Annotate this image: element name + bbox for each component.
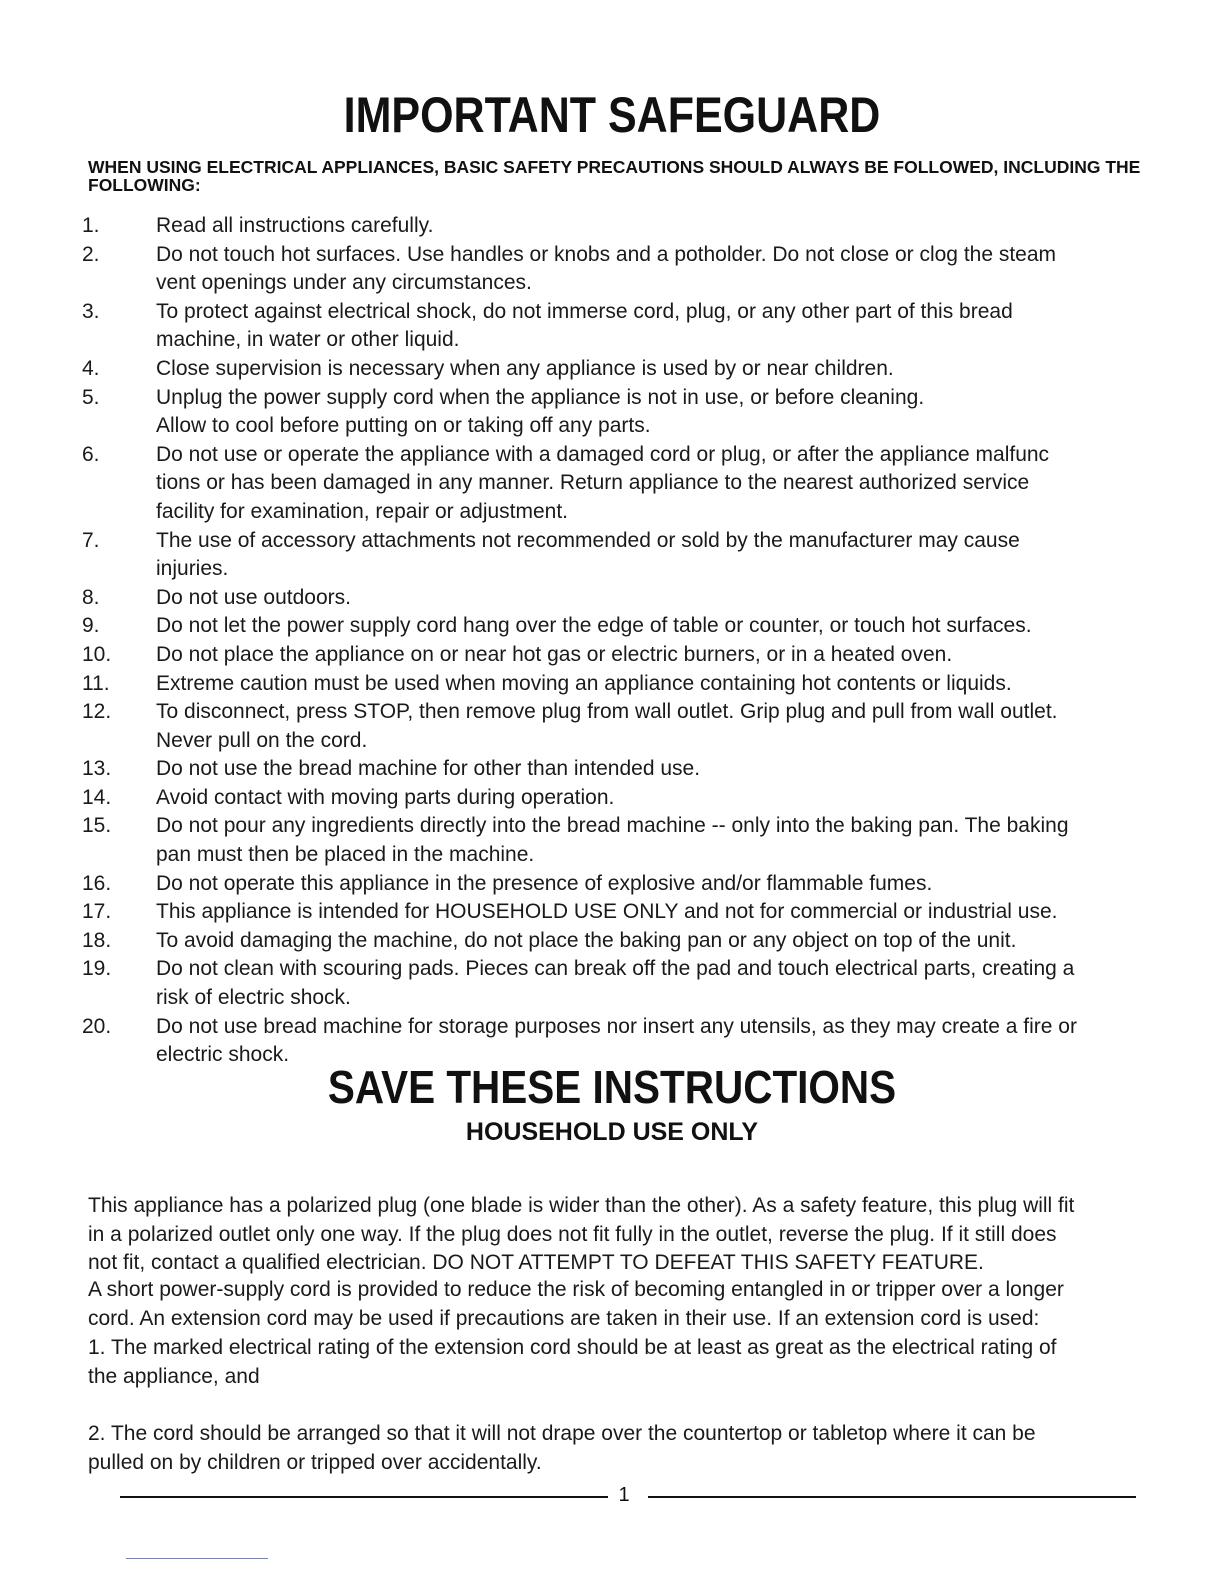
item-text: Read all instructions carefully. xyxy=(156,214,434,237)
power-cord-paragraph: A short power-supply cord is provided to reduce the risk of becoming entangled in or tripper over a longer cord. An extension cord may be used if precautions are taken in their use. If an extension cord is used: xyxy=(88,1278,1064,1330)
polarized-plug-paragraph: This appliance has a polarized plug (one blade is wider than the other). As a safety feature, this plug will fit in a polarized outlet only one way. If the plug does not fit fully in the outlet, reverse the plug. If it still does not fit, contact a qualified electrician. DO NOT ATTEMPT TO DEFEAT THIS SAFETY FEATURE. xyxy=(88,1194,1075,1275)
list-item xyxy=(0,927,1224,956)
list-item xyxy=(0,441,1224,527)
list-item xyxy=(0,584,1224,613)
item-number: 8. xyxy=(82,585,100,609)
list-item xyxy=(0,898,1224,927)
intro-heading: WHEN USING ELECTRICAL APPLIANCES, BASIC SAFETY PRECAUTIONS SHOULD ALWAYS BE FOLLOWED, INCLUDING THE FOLLOWING: xyxy=(88,157,1141,195)
page-title: IMPORTANT SAFEGUARD xyxy=(343,87,881,143)
list-item xyxy=(0,955,1224,1012)
item-number: 14. xyxy=(82,785,112,809)
item-number: 1. xyxy=(82,214,100,237)
item-text: Close supervision is necessary when any appliance is used by or near children. xyxy=(156,356,894,380)
item-number: 15. xyxy=(82,814,112,838)
item-number: 17. xyxy=(82,900,112,924)
item-number: 16. xyxy=(82,871,112,895)
list-item xyxy=(0,670,1224,699)
item-text: Avoid contact with moving parts during operation. xyxy=(156,785,615,809)
list-item xyxy=(0,527,1224,584)
page-footer xyxy=(0,1484,1224,1508)
item-number: 18. xyxy=(82,928,112,952)
item-number: 9. xyxy=(82,614,100,638)
list-item xyxy=(0,755,1224,784)
extension-rating-paragraph: 1. The marked electrical rating of the extension cord should be at least as great as the electrical rating of the appliance, and xyxy=(88,1336,1057,1388)
list-item xyxy=(0,784,1224,813)
item-text: To disconnect, press STOP, then remove plug from wall outlet. Grip plug and pull from wall outlet. Never pull on the cord. xyxy=(156,700,1058,752)
household-use-heading: HOUSEHOLD USE ONLY xyxy=(465,1118,759,1146)
item-number: 3. xyxy=(82,299,100,323)
scan-artifact-line xyxy=(126,1558,268,1559)
save-instructions-heading: SAVE THESE INSTRUCTIONS xyxy=(327,1061,897,1113)
footer-rule-right xyxy=(648,1496,1136,1498)
item-number: 4. xyxy=(82,356,100,380)
item-text: Unplug the power supply cord when the appliance is not in use, or before cleaning. Allow to cool before putting on or taking off any parts. xyxy=(156,385,925,438)
item-number: 13. xyxy=(82,757,112,781)
item-number: 11. xyxy=(82,671,110,695)
list-item xyxy=(0,212,1224,241)
item-text: Do not place the appliance on or near hot gas or electric burners, or in a heated oven. xyxy=(156,642,953,666)
item-text: Do not use bread machine for storage purposes nor insert any utensils, as they may create a fire or electric shock. xyxy=(156,1014,1077,1067)
list-item xyxy=(0,641,1224,670)
footer-rule-left xyxy=(120,1496,608,1498)
item-text: Do not operate this appliance in the presence of explosive and/or flammable fumes. xyxy=(156,871,933,895)
item-text: Do not touch hot surfaces. Use handles or knobs and a potholder. Do not close or clog the steam vent openings under any circumstances. xyxy=(156,242,1057,295)
item-text: The use of accessory attachments not recommended or sold by the manufacturer may cause injuries. xyxy=(156,528,1020,581)
item-number: 2. xyxy=(82,242,100,266)
safeguard-list xyxy=(0,212,1224,1070)
item-number: 20. xyxy=(82,1014,112,1038)
item-text: Do not clean with scouring pads. Pieces can break off the pad and touch electrical parts, creating a risk of electric shock. xyxy=(156,957,1075,1010)
page-number: 1 xyxy=(618,1484,630,1506)
list-item xyxy=(0,812,1224,869)
item-text: This appliance is intended for HOUSEHOLD USE ONLY and not for commercial or industrial use. xyxy=(156,900,1058,924)
item-number: 12. xyxy=(82,700,112,724)
item-text: Do not use the bread machine for other than intended use. xyxy=(156,757,701,781)
item-number: 7. xyxy=(82,528,100,552)
list-item xyxy=(0,384,1224,441)
item-text: To protect against electrical shock, do not immerse cord, plug, or any other part of this bread machine, in water or other liquid. xyxy=(156,299,1013,352)
item-number: 10. xyxy=(82,642,112,666)
cord-arrangement-paragraph: 2. The cord should be arranged so that it will not drape over the countertop or tabletop where it can be pulled on by children or tripped over accidentally. xyxy=(88,1422,1036,1474)
item-text: Do not use or operate the appliance with a damaged cord or plug, or after the appliance malfunc tions or has been damaged in any manner. Return appliance to the nearest authorized service facility for examination, repair or adjustment. xyxy=(156,442,1050,523)
item-text: Extreme caution must be used when moving an appliance containing hot contents or liquids. xyxy=(156,671,1012,695)
list-item xyxy=(0,241,1224,298)
item-number: 19. xyxy=(82,957,112,981)
list-item xyxy=(0,355,1224,384)
list-item xyxy=(0,612,1224,641)
item-text: Do not use outdoors. xyxy=(156,585,351,609)
item-number: 6. xyxy=(82,442,100,466)
item-text: To avoid damaging the machine, do not place the baking pan or any object on top of the unit. xyxy=(156,928,1017,952)
item-text: Do not pour any ingredients directly into the bread machine -- only into the baking pan. The baking pan must then be placed in the machine. xyxy=(156,814,1069,867)
list-item xyxy=(0,698,1224,755)
item-text: Do not let the power supply cord hang over the edge of table or counter, or touch hot surfaces. xyxy=(156,614,1032,638)
list-item xyxy=(0,298,1224,355)
item-number: 5. xyxy=(82,385,100,409)
list-item xyxy=(0,870,1224,899)
